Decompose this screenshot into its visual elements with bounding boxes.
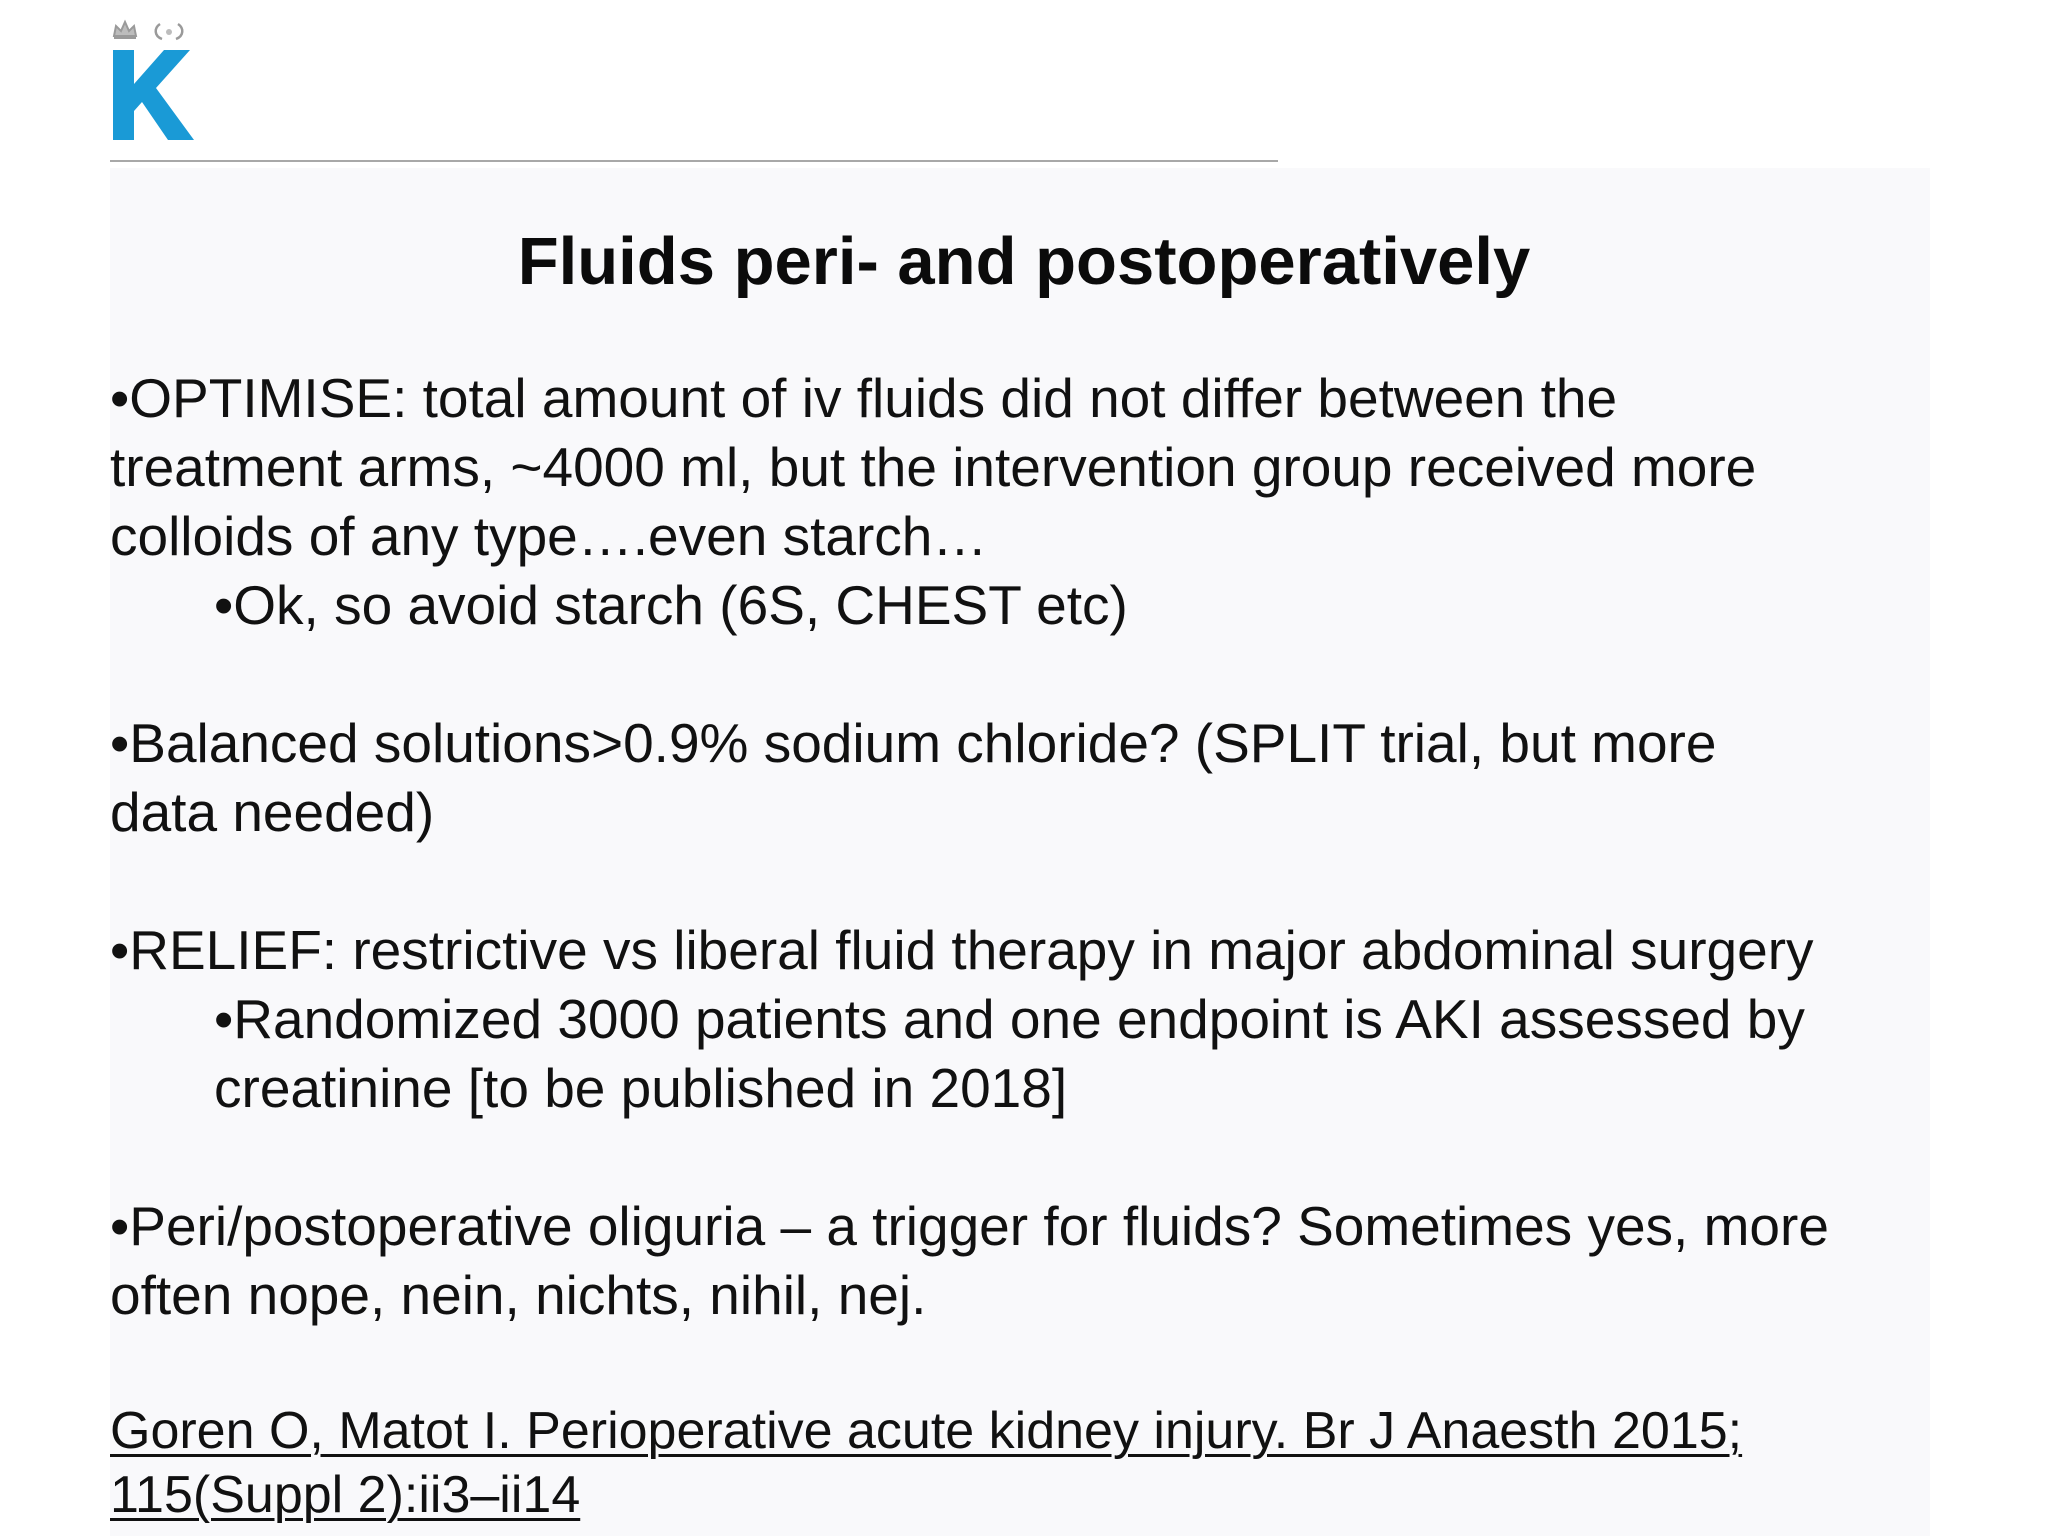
spacer: [110, 847, 1950, 916]
reference-line-1[interactable]: Goren O, Matot I. Perioperative acute kidney injury. Br J Anaesth 2015;: [110, 1402, 1743, 1460]
reference-link[interactable]: [110, 1399, 1950, 1527]
slide-title: Fluids peri- and postoperatively: [517, 224, 1531, 299]
bullet-oliguria-line-2: often nope, nein, nichts, nihil, nej.: [110, 1264, 927, 1326]
spacer: [110, 640, 1950, 709]
spacer: [110, 1330, 1950, 1399]
slide-body: [110, 364, 1950, 1527]
sub-bullet-randomized-line-1: •Randomized 3000 patients and one endpoint is AKI assessed by: [214, 988, 1805, 1050]
bullet-oliguria-line-1: •Peri/postoperative oliguria – a trigger for fluids? Sometimes yes, more: [110, 1195, 1829, 1257]
sub-bullet-randomized-line-2: creatinine [to be published in 2018]: [214, 1057, 1068, 1119]
logo: [108, 6, 208, 142]
sub-bullet-avoid-starch: •Ok, so avoid starch (6S, CHEST etc): [214, 574, 1128, 636]
bullet-relief-line-1: •RELIEF: restrictive vs liberal fluid therapy in major abdominal surgery: [110, 919, 1814, 981]
bullet-balanced-line-1: •Balanced solutions>0.9% sodium chloride? (SPLIT trial, but more: [110, 712, 1717, 774]
reference-line-2[interactable]: 115(Suppl 2):ii3–ii14: [110, 1466, 581, 1524]
bullet-optimise-line-3: colloids of any type….even starch…: [110, 505, 988, 567]
header-divider: [110, 160, 1278, 162]
bullet-balanced-line-2: data needed): [110, 781, 435, 843]
bullet-optimise-line-2: treatment arms, ~4000 ml, but the intervention group received more: [110, 436, 1757, 498]
bullet-optimise-line-1: •OPTIMISE: total amount of iv fluids did not differ between the: [110, 367, 1618, 429]
spacer: [110, 1123, 1950, 1192]
karolinska-crown-logo-icon: [108, 6, 208, 142]
